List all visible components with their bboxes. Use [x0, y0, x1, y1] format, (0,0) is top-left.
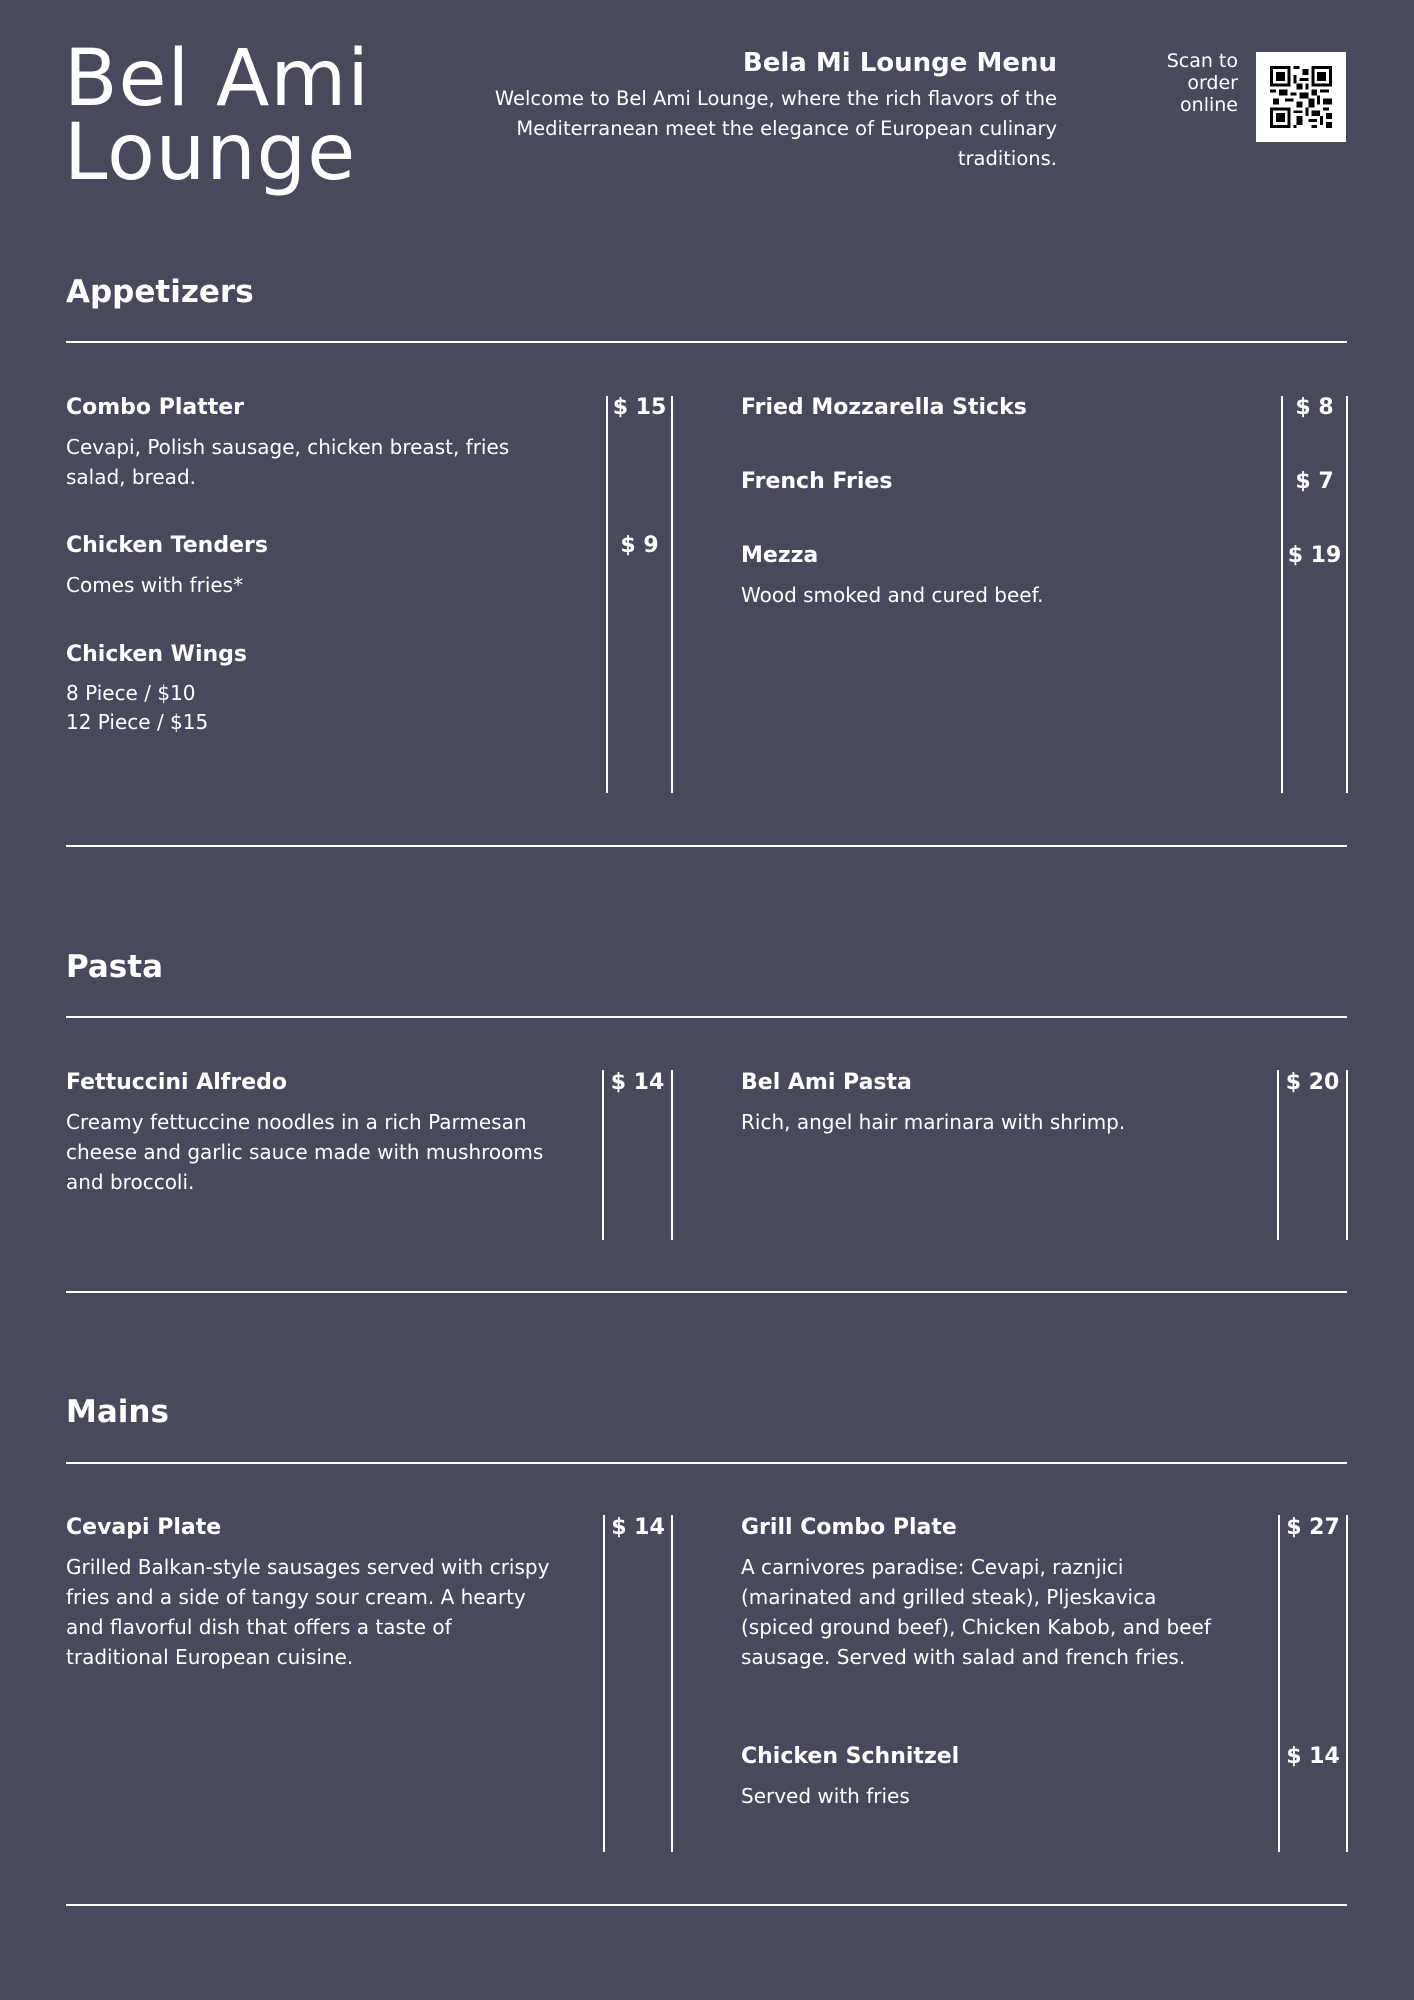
item-description: Served with fries	[741, 1784, 910, 1808]
item-price: $ 27	[1286, 1515, 1340, 1540]
item-price: $ 20	[1285, 1070, 1340, 1095]
menu-item	[741, 1069, 1241, 1137]
menu-item	[66, 1069, 556, 1197]
item-name: Fettuccini Alfredo	[66, 1070, 288, 1095]
item-name: Chicken Tenders	[66, 533, 268, 558]
section-divider	[66, 1904, 1347, 1906]
item-description: Grilled Balkan-style sausages served with crispy fries and a side of tangy sour cream. A hearty and flavorful dish that offers a taste of traditional European cuisine.	[66, 1555, 550, 1669]
price-column-line	[671, 1070, 673, 1240]
section-divider	[66, 845, 1347, 847]
scan-label: Scan to order online	[1166, 50, 1238, 116]
item-description: Creamy fettuccine noodles in a rich Parmesan cheese and garlic sauce made with mushrooms and broccoli.	[66, 1110, 544, 1194]
price-column-line	[671, 396, 673, 793]
menu-item	[66, 394, 546, 492]
item-description: Cevapi, Polish sausage, chicken breast, fries salad, bread.	[66, 435, 510, 489]
item-name: Chicken Wings	[66, 642, 247, 667]
menu-intro	[490, 48, 1057, 174]
item-price: $ 14	[611, 1515, 665, 1540]
option-line: 12 Piece / $15	[66, 710, 209, 734]
price-column-line	[1346, 1515, 1348, 1852]
item-name: Grill Combo Plate	[741, 1515, 957, 1540]
menu-heading: Bela Mi Lounge Menu	[742, 48, 1057, 78]
item-name: Cevapi Plate	[66, 1515, 222, 1540]
menu-item	[741, 1743, 1221, 1811]
item-description	[66, 679, 546, 737]
item-price: $ 7	[1295, 469, 1334, 494]
price-column-line	[1346, 1070, 1348, 1240]
menu-item	[741, 394, 1241, 422]
item-price: $ 15	[612, 395, 667, 420]
menu-item	[741, 542, 1241, 610]
section-title-appetizers: Appetizers	[66, 274, 254, 310]
section-divider	[66, 1291, 1347, 1293]
menu-item	[66, 1514, 556, 1672]
section-title-pasta: Pasta	[66, 949, 163, 985]
price-column-line	[1346, 396, 1348, 793]
restaurant-name: Bel Ami Lounge	[64, 34, 370, 198]
item-price: $ 14	[1286, 1744, 1340, 1769]
item-name: Mezza	[741, 543, 819, 568]
item-name: Chicken Schnitzel	[741, 1744, 960, 1769]
item-description: Wood smoked and cured beef.	[741, 583, 1044, 607]
price-column-line	[1278, 1515, 1280, 1852]
section-divider	[66, 1462, 1347, 1464]
item-name: Bel Ami Pasta	[741, 1070, 912, 1095]
option-line: 8 Piece / $10	[66, 681, 196, 705]
item-description: Comes with fries*	[66, 573, 244, 597]
menu-item	[741, 468, 1241, 496]
item-name: Fried Mozzarella Sticks	[741, 395, 1027, 420]
item-name: French Fries	[741, 469, 893, 494]
section-divider	[66, 341, 1347, 343]
item-price: $ 9	[620, 533, 659, 558]
item-description: Rich, angel hair marinara with shrimp.	[741, 1110, 1126, 1134]
price-column-line	[606, 396, 608, 793]
item-price: $ 14	[610, 1070, 665, 1095]
welcome-text: Welcome to Bel Ami Lounge, where the rich flavors of the Mediterranean meet the elegance of European culinary traditions.	[494, 87, 1057, 170]
menu-item	[741, 1514, 1221, 1672]
price-column-line	[603, 1515, 605, 1852]
price-column-line	[1281, 396, 1283, 793]
item-description: A carnivores paradise: Cevapi, raznjici (marinated and grilled steak), Pljeskavica (spiced ground beef), Chicken Kabob, and beef sausage. Served with salad and french fries.	[741, 1555, 1211, 1669]
section-divider	[66, 1016, 1347, 1018]
qr-code-icon[interactable]	[1256, 52, 1346, 142]
menu-item	[66, 641, 546, 737]
price-column-line	[671, 1515, 673, 1852]
menu-item	[66, 532, 546, 600]
item-price: $ 19	[1287, 543, 1342, 568]
item-price: $ 8	[1295, 395, 1334, 420]
section-title-mains: Mains	[66, 1394, 169, 1430]
item-name: Combo Platter	[66, 395, 245, 420]
